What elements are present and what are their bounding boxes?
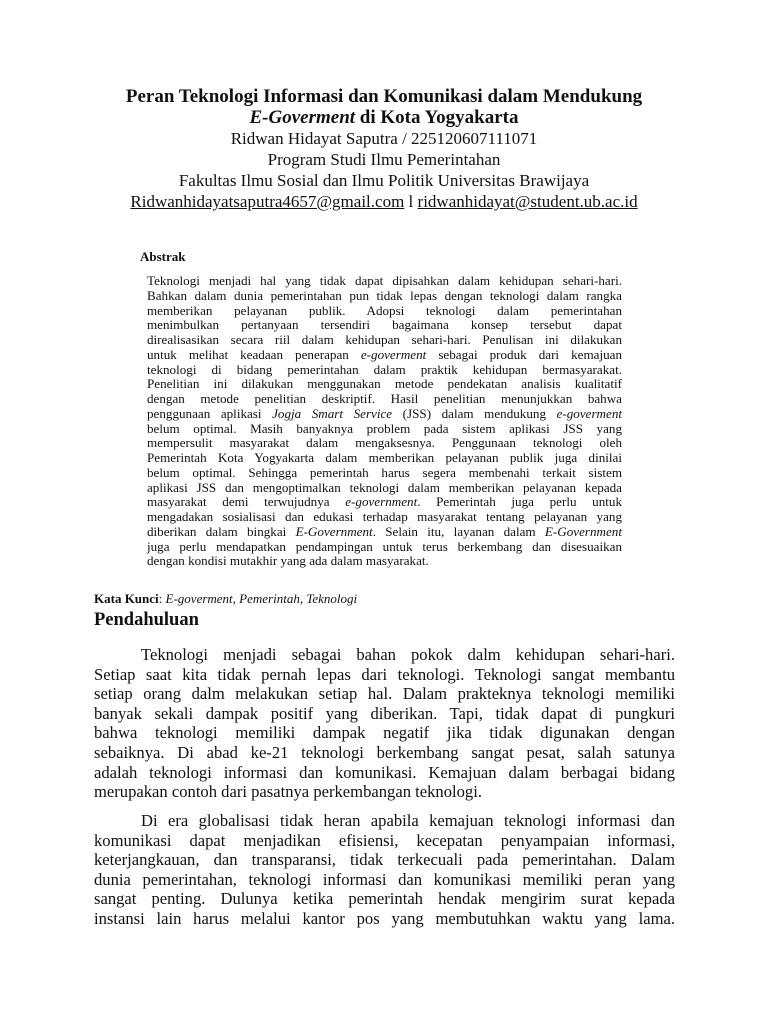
abstract-line [147, 466, 622, 481]
author-line: Ridwan Hidayat Saputra / 225120607111071 [230, 129, 538, 148]
email-link-student[interactable]: ridwanhidayat@student.ub.ac.id [417, 192, 638, 211]
abstract-text: (JSS) dalam mendukung [392, 405, 557, 421]
abstract-text: mempersulit masyarakat dalam mengaksesnya. Penggunaan teknologi oleh [147, 435, 622, 451]
abstract-text: dengan metode penelitian deskriptif. Hasil penelitian menunjukkan bahwa [147, 391, 622, 406]
title-line-1: Peran Teknologi Informasi dan Komunikasi dalam Mendukung [125, 86, 643, 107]
abstract-text: Penelitian ini dilakukan menggunakan metode pendekatan analisis kualitatif [147, 376, 622, 392]
abstract-line [147, 451, 622, 466]
paragraph-line: adalah teknologi informasi dan komunikasi. Kemajuan dalam berbagai bidang [94, 762, 675, 782]
abstract-italic-term: Jogja Smart Service [272, 405, 393, 421]
abstract-text: juga perlu mendapatkan pendampingan untuk terus berkembang dan disesuaikan [147, 538, 622, 554]
abstract-text: untuk melihat keadaan penerapan [147, 346, 361, 362]
keywords-label: Kata Kunci [94, 591, 159, 606]
abstract-text: belum optimal. Masih banyaknya problem pada sistem aplikasi JSS yang [147, 420, 622, 436]
program-line: Program Studi Ilmu Pemerintahan [267, 150, 501, 169]
paragraph-line: Teknologi menjadi sebagai bahan pokok dalm kehidupan sehari-hari. [141, 645, 675, 664]
abstract-text: masyarakat demi terwujudnya [147, 494, 346, 510]
title-italic-term: E-Goverment [249, 107, 356, 128]
email-separator: l [404, 192, 418, 211]
abstract-line [147, 274, 622, 289]
abstract-line [147, 407, 622, 422]
abstract-line [147, 481, 622, 496]
email-link-personal[interactable]: Ridwanhidayatsaputra4657@gmail.com [130, 192, 405, 211]
email-line [60, 191, 708, 212]
abstract-line [147, 540, 622, 555]
abstract-text: belum optimal. Sehingga pemerintah harus segera membenahi terkait sistem [147, 464, 622, 480]
paragraph-line: Di era globalisasi tidak heran apabila kemajuan teknologi informasi dan [141, 811, 675, 830]
abstract-line [147, 333, 622, 348]
abstract-text: menimbulkan pertanyaan tersendiri bagaimana konsep tersebut dapat [147, 317, 622, 333]
abstract-line [147, 554, 622, 569]
abstract-line [147, 525, 622, 540]
paragraph-line: sangat penting. Dulunya ketika pemerintah hendak mengirim surat kepada [94, 889, 675, 909]
abstract-line [147, 422, 622, 437]
section-heading-pendahuluan: Pendahuluan [94, 610, 199, 630]
paragraph-line: setiap orang dalm melakukan setiap hal. Dalam prakteknya teknologi memiliki [94, 684, 675, 704]
abstract-line [147, 436, 622, 451]
keywords-line [94, 591, 357, 607]
paragraph-line: banyak sekali dampak positif yang diberikan. Tapi, tidak dapat di pungkuri [94, 703, 675, 723]
body-paragraph-2 [94, 811, 675, 929]
paragraph-line: keterjangkauan, dan transparansi, tidak terkecuali pada pemerintahan. Dalam [94, 850, 675, 870]
abstract-text: . Pemerintah juga perlu untuk [417, 494, 622, 510]
abstract-text: Pemerintah Kota Yogyakarta dalam memberikan pelayanan publik juga dinilai [147, 450, 622, 465]
abstract-line [147, 495, 622, 510]
keywords-values: E-goverment, Pemerintah, Teknologi [165, 591, 358, 606]
abstract-italic-term: E-Government [295, 523, 373, 539]
paragraph-line: komunikasi dapat menjadikan efisiensi, kecepatan penyampaian informasi, [94, 830, 675, 850]
keywords-separator: : [158, 591, 166, 606]
abstract-text: sebagai produk dari kemajuan [426, 346, 622, 362]
abstract-text: memberikan pelayanan publik. Adopsi teknologi dalam pemerintahan [147, 302, 622, 318]
abstract-heading: Abstrak [140, 249, 186, 264]
abstract-line [147, 377, 622, 392]
paragraph-line: Setiap saat kita tidak pernah lepas dari teknologi. Teknologi sangat membantu [94, 664, 675, 684]
title-line-2-rest: di Kota Yogyakarta [355, 107, 519, 128]
paragraph-line: instansi lain harus melalui kantor pos yang membutuhkan waktu yang lama. [94, 908, 675, 928]
abstract-italic-term: e-government [345, 494, 418, 510]
abstract-text: penggunaan aplikasi [147, 405, 273, 421]
abstract-italic-term: E-Government [544, 523, 622, 539]
abstract-text: teknologi di bidang pemerintahan dalam praktik kehidupan bermasyarakat. [147, 361, 622, 377]
paper-title [60, 86, 708, 128]
abstract-text: direalisasikan secara riil dalam kehidupan sehari-hari. Penulisan ini dilakukan [147, 332, 622, 347]
abstract-text: Bahkan dalam dunia pemerintahan pun tidak lepas dengan teknologi dalam rangka [147, 287, 622, 303]
abstract-text: diberikan dalam bingkai [147, 523, 296, 539]
paragraph-line: dunia pemerintahan, teknologi informasi dan komunikasi memiliki peran yang [94, 869, 675, 889]
abstract-line [147, 392, 622, 407]
abstract-italic-term: e-goverment [556, 405, 622, 421]
paragraph-line: sebaiknya. Di abad ke-21 teknologi berkembang sangat pesat, salah satunya [94, 742, 675, 762]
abstract-text: aplikasi JSS dan mengoptimalkan teknologi dalam memberikan pelayanan kepada [147, 479, 622, 495]
abstract-line [147, 289, 622, 304]
paragraph-line: bahwa teknologi memiliki dampak negatif jika tidak digunakan dengan [94, 723, 675, 743]
abstract-line [147, 304, 622, 319]
abstract-text: . Selain itu, layanan dalam [372, 523, 545, 539]
abstract-line [147, 363, 622, 378]
abstract-text: mengadakan sosialisasi dan edukasi terhadap masyarakat tentang pelayanan yang [147, 509, 622, 524]
abstract-italic-term: e-goverment [360, 346, 427, 362]
abstract-line [147, 510, 622, 525]
abstract-body [147, 274, 622, 569]
paragraph-line: merupakan contoh dari pasatnya perkembangan teknologi. [94, 782, 482, 802]
abstract-text: dengan kondisi mutakhir yang ada dalam masyarakat. [147, 553, 429, 569]
abstract-line [147, 318, 622, 333]
abstract-line [147, 348, 622, 363]
body-paragraph-1 [94, 645, 675, 802]
faculty-line: Fakultas Ilmu Sosial dan Ilmu Politik Universitas Brawijaya [178, 171, 590, 190]
abstract-text: Teknologi menjadi hal yang tidak dapat dipisahkan dalam kehidupan sehari-hari. [147, 273, 622, 288]
paper-header [60, 86, 708, 212]
